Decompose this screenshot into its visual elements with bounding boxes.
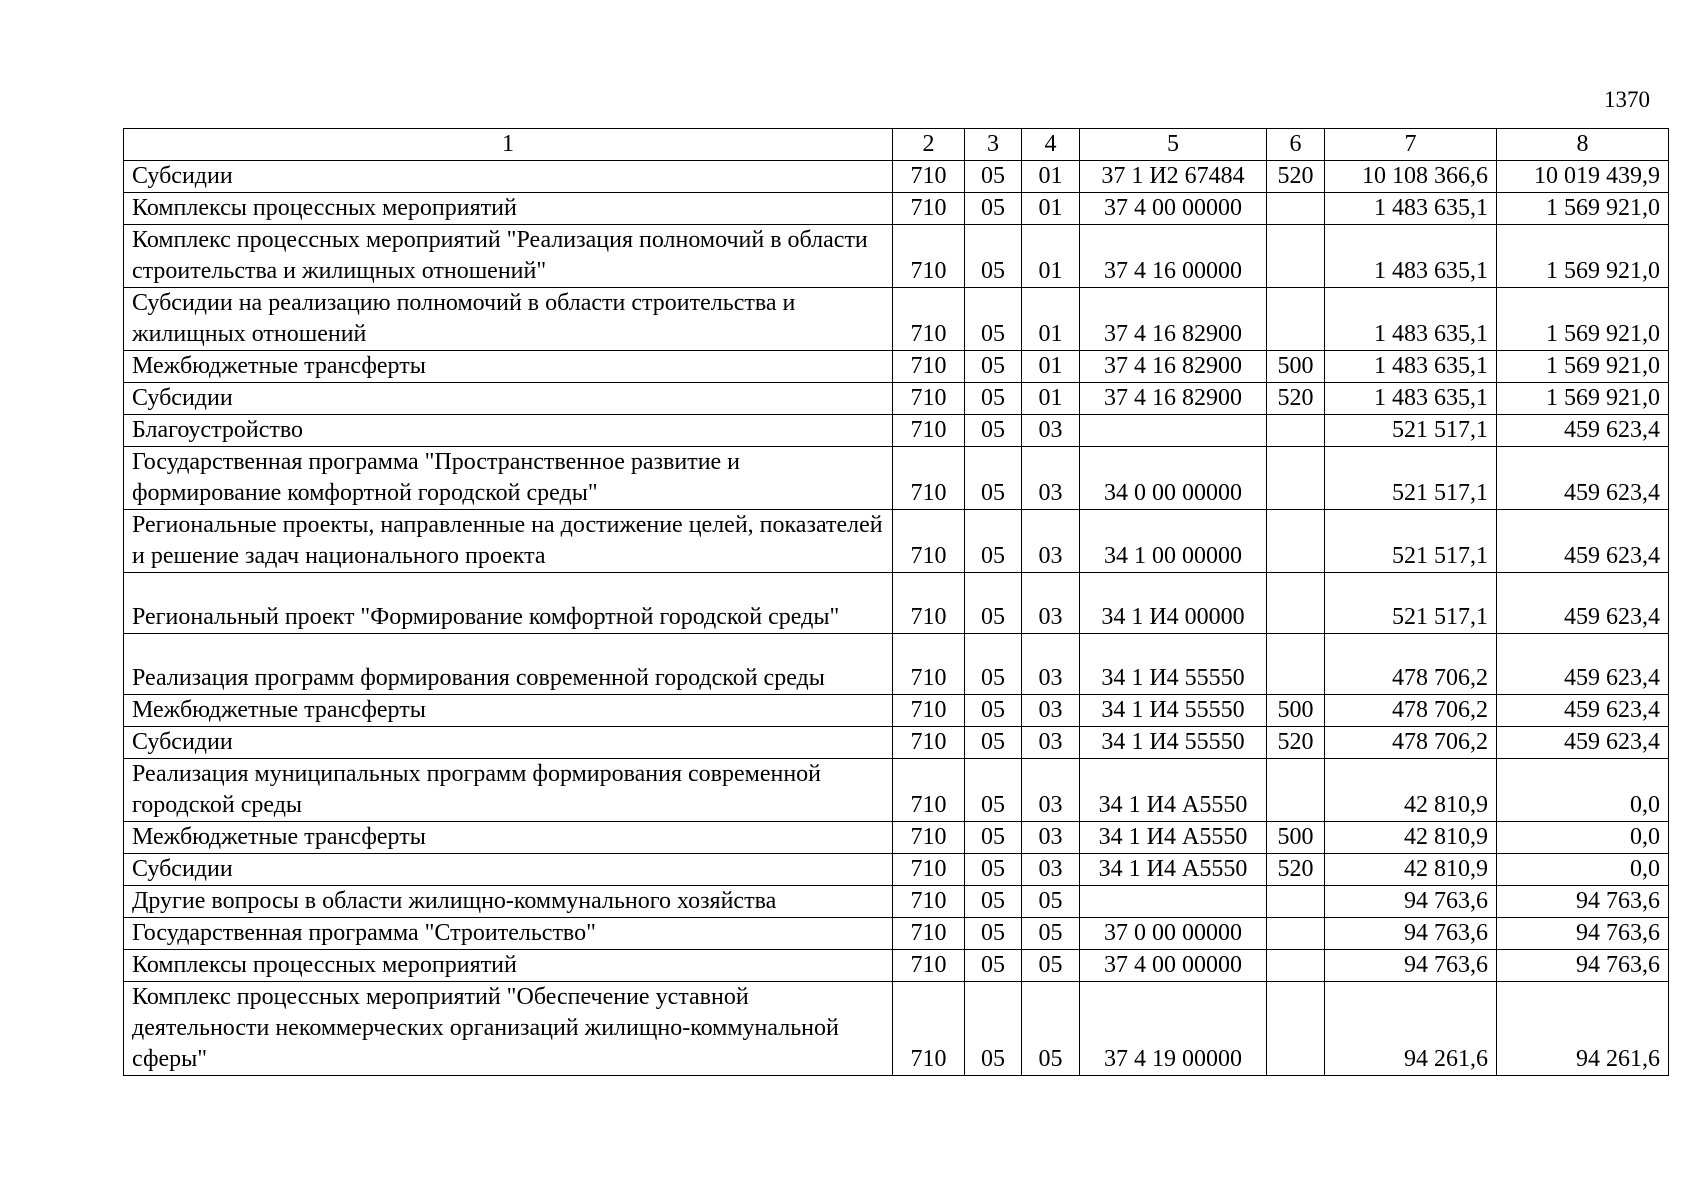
row-name-cell: Государственная программа "Строительство" bbox=[124, 918, 893, 950]
row-name-cell: Субсидии bbox=[124, 854, 893, 886]
row-amount-8-cell: 459 623,4 bbox=[1497, 634, 1669, 695]
row-target-article-cell: 37 4 19 00000 bbox=[1080, 982, 1267, 1076]
row-section-cell: 05 bbox=[965, 886, 1022, 918]
table-row bbox=[124, 193, 1669, 225]
row-ministry-cell: 710 bbox=[893, 918, 965, 950]
row-expense-type-cell bbox=[1267, 288, 1325, 351]
row-section-cell: 05 bbox=[965, 193, 1022, 225]
row-target-article-cell: 37 4 16 82900 bbox=[1080, 351, 1267, 383]
row-expense-type-cell: 520 bbox=[1267, 383, 1325, 415]
row-amount-8-cell: 1 569 921,0 bbox=[1497, 193, 1669, 225]
row-amount-8-cell: 459 623,4 bbox=[1497, 510, 1669, 573]
row-ministry-cell: 710 bbox=[893, 727, 965, 759]
row-subsection-cell: 05 bbox=[1022, 886, 1080, 918]
row-name-cell: Государственная программа "Пространственное развитие и формирование комфортной городской среды" bbox=[124, 447, 893, 510]
row-name-cell: Комплексы процессных мероприятий bbox=[124, 193, 893, 225]
row-amount-8-cell: 1 569 921,0 bbox=[1497, 383, 1669, 415]
table-row bbox=[124, 415, 1669, 447]
row-amount-7-cell: 94 763,6 bbox=[1325, 950, 1497, 982]
row-expense-type-cell bbox=[1267, 415, 1325, 447]
row-subsection-cell: 01 bbox=[1022, 351, 1080, 383]
table-row bbox=[124, 288, 1669, 351]
row-subsection-cell: 03 bbox=[1022, 415, 1080, 447]
header-cell-8: 8 bbox=[1497, 129, 1669, 161]
table-row bbox=[124, 822, 1669, 854]
table-row bbox=[124, 886, 1669, 918]
row-ministry-cell: 710 bbox=[893, 854, 965, 886]
row-name-cell: Комплекс процессных мероприятий "Реализация полномочий в области строительства и жилищных отношений" bbox=[124, 225, 893, 288]
row-ministry-cell: 710 bbox=[893, 695, 965, 727]
row-expense-type-cell bbox=[1267, 510, 1325, 573]
table-row bbox=[124, 447, 1669, 510]
row-ministry-cell: 710 bbox=[893, 950, 965, 982]
row-amount-8-cell: 459 623,4 bbox=[1497, 695, 1669, 727]
row-ministry-cell: 710 bbox=[893, 383, 965, 415]
row-name-cell: Другие вопросы в области жилищно-коммунального хозяйства bbox=[124, 886, 893, 918]
row-ministry-cell: 710 bbox=[893, 161, 965, 193]
table-row bbox=[124, 918, 1669, 950]
row-amount-7-cell: 1 483 635,1 bbox=[1325, 193, 1497, 225]
row-ministry-cell: 710 bbox=[893, 193, 965, 225]
row-expense-type-cell bbox=[1267, 573, 1325, 634]
header-cell-3: 3 bbox=[965, 129, 1022, 161]
row-amount-8-cell: 459 623,4 bbox=[1497, 573, 1669, 634]
table-row bbox=[124, 351, 1669, 383]
row-section-cell: 05 bbox=[965, 727, 1022, 759]
row-section-cell: 05 bbox=[965, 383, 1022, 415]
table-row bbox=[124, 695, 1669, 727]
row-amount-7-cell: 1 483 635,1 bbox=[1325, 351, 1497, 383]
table-row bbox=[124, 950, 1669, 982]
row-amount-8-cell: 459 623,4 bbox=[1497, 727, 1669, 759]
row-section-cell: 05 bbox=[965, 695, 1022, 727]
row-name-cell: Реализация муниципальных программ формирования современной городской среды bbox=[124, 759, 893, 822]
row-subsection-cell: 03 bbox=[1022, 695, 1080, 727]
row-amount-8-cell: 1 569 921,0 bbox=[1497, 351, 1669, 383]
row-subsection-cell: 05 bbox=[1022, 918, 1080, 950]
row-name-cell: Реализация программ формирования современной городской среды bbox=[124, 634, 893, 695]
row-name-cell: Межбюджетные трансферты bbox=[124, 695, 893, 727]
header-cell-7: 7 bbox=[1325, 129, 1497, 161]
row-ministry-cell: 710 bbox=[893, 759, 965, 822]
row-target-article-cell: 34 1 00 00000 bbox=[1080, 510, 1267, 573]
row-expense-type-cell bbox=[1267, 634, 1325, 695]
row-ministry-cell: 710 bbox=[893, 288, 965, 351]
budget-table bbox=[123, 128, 1669, 1076]
row-target-article-cell: 37 4 16 00000 bbox=[1080, 225, 1267, 288]
row-section-cell: 05 bbox=[965, 759, 1022, 822]
row-expense-type-cell bbox=[1267, 193, 1325, 225]
row-section-cell: 05 bbox=[965, 351, 1022, 383]
row-amount-7-cell: 1 483 635,1 bbox=[1325, 383, 1497, 415]
row-name-cell: Субсидии на реализацию полномочий в области строительства и жилищных отношений bbox=[124, 288, 893, 351]
row-section-cell: 05 bbox=[965, 510, 1022, 573]
row-section-cell: 05 bbox=[965, 447, 1022, 510]
row-amount-7-cell: 94 763,6 bbox=[1325, 886, 1497, 918]
row-ministry-cell: 710 bbox=[893, 822, 965, 854]
row-amount-8-cell: 94 261,6 bbox=[1497, 982, 1669, 1076]
row-amount-7-cell: 94 261,6 bbox=[1325, 982, 1497, 1076]
row-amount-8-cell: 94 763,6 bbox=[1497, 950, 1669, 982]
row-subsection-cell: 01 bbox=[1022, 225, 1080, 288]
row-expense-type-cell: 500 bbox=[1267, 822, 1325, 854]
row-subsection-cell: 03 bbox=[1022, 822, 1080, 854]
table-row bbox=[124, 225, 1669, 288]
row-name-cell: Комплекс процессных мероприятий "Обеспечение уставной деятельности некоммерческих организаций жилищно-коммунальной сферы" bbox=[124, 982, 893, 1076]
row-section-cell: 05 bbox=[965, 918, 1022, 950]
row-ministry-cell: 710 bbox=[893, 510, 965, 573]
row-expense-type-cell: 520 bbox=[1267, 854, 1325, 886]
row-name-cell: Межбюджетные трансферты bbox=[124, 822, 893, 854]
row-amount-7-cell: 1 483 635,1 bbox=[1325, 288, 1497, 351]
row-section-cell: 05 bbox=[965, 225, 1022, 288]
header-cell-1: 1 bbox=[124, 129, 893, 161]
row-subsection-cell: 03 bbox=[1022, 573, 1080, 634]
row-target-article-cell: 34 1 И4 55550 bbox=[1080, 634, 1267, 695]
row-target-article-cell: 34 1 И4 А5550 bbox=[1080, 854, 1267, 886]
table-row bbox=[124, 634, 1669, 695]
row-section-cell: 05 bbox=[965, 982, 1022, 1076]
row-ministry-cell: 710 bbox=[893, 447, 965, 510]
row-expense-type-cell: 520 bbox=[1267, 161, 1325, 193]
row-amount-7-cell: 10 108 366,6 bbox=[1325, 161, 1497, 193]
row-ministry-cell: 710 bbox=[893, 415, 965, 447]
row-subsection-cell: 03 bbox=[1022, 759, 1080, 822]
row-name-cell: Региональные проекты, направленные на достижение целей, показателей и решение задач национального проекта bbox=[124, 510, 893, 573]
row-amount-7-cell: 42 810,9 bbox=[1325, 759, 1497, 822]
row-subsection-cell: 05 bbox=[1022, 950, 1080, 982]
row-ministry-cell: 710 bbox=[893, 225, 965, 288]
row-target-article-cell: 34 1 И4 А5550 bbox=[1080, 822, 1267, 854]
row-amount-7-cell: 42 810,9 bbox=[1325, 822, 1497, 854]
row-amount-7-cell: 478 706,2 bbox=[1325, 634, 1497, 695]
row-name-cell: Благоустройство bbox=[124, 415, 893, 447]
row-subsection-cell: 03 bbox=[1022, 634, 1080, 695]
row-section-cell: 05 bbox=[965, 822, 1022, 854]
row-amount-7-cell: 1 483 635,1 bbox=[1325, 225, 1497, 288]
row-amount-8-cell: 1 569 921,0 bbox=[1497, 225, 1669, 288]
row-target-article-cell: 34 0 00 00000 bbox=[1080, 447, 1267, 510]
table-body bbox=[124, 129, 1669, 1076]
table-row bbox=[124, 759, 1669, 822]
row-subsection-cell: 03 bbox=[1022, 727, 1080, 759]
row-expense-type-cell: 500 bbox=[1267, 695, 1325, 727]
row-target-article-cell: 34 1 И4 55550 bbox=[1080, 695, 1267, 727]
row-amount-8-cell: 94 763,6 bbox=[1497, 918, 1669, 950]
row-target-article-cell: 34 1 И4 А5550 bbox=[1080, 759, 1267, 822]
row-expense-type-cell bbox=[1267, 886, 1325, 918]
row-target-article-cell: 34 1 И4 00000 bbox=[1080, 573, 1267, 634]
row-amount-7-cell: 478 706,2 bbox=[1325, 695, 1497, 727]
row-name-cell: Региональный проект "Формирование комфортной городской среды" bbox=[124, 573, 893, 634]
row-section-cell: 05 bbox=[965, 415, 1022, 447]
row-name-cell: Комплексы процессных мероприятий bbox=[124, 950, 893, 982]
row-amount-8-cell: 459 623,4 bbox=[1497, 447, 1669, 510]
row-subsection-cell: 01 bbox=[1022, 288, 1080, 351]
header-cell-2: 2 bbox=[893, 129, 965, 161]
header-cell-6: 6 bbox=[1267, 129, 1325, 161]
row-subsection-cell: 01 bbox=[1022, 193, 1080, 225]
row-amount-7-cell: 478 706,2 bbox=[1325, 727, 1497, 759]
row-expense-type-cell: 500 bbox=[1267, 351, 1325, 383]
table-row bbox=[124, 383, 1669, 415]
row-amount-8-cell: 0,0 bbox=[1497, 759, 1669, 822]
row-ministry-cell: 710 bbox=[893, 982, 965, 1076]
row-name-cell: Субсидии bbox=[124, 161, 893, 193]
row-expense-type-cell bbox=[1267, 950, 1325, 982]
row-section-cell: 05 bbox=[965, 854, 1022, 886]
table-row bbox=[124, 854, 1669, 886]
row-expense-type-cell bbox=[1267, 918, 1325, 950]
row-subsection-cell: 05 bbox=[1022, 982, 1080, 1076]
row-expense-type-cell bbox=[1267, 225, 1325, 288]
row-ministry-cell: 710 bbox=[893, 351, 965, 383]
row-target-article-cell: 37 4 16 82900 bbox=[1080, 383, 1267, 415]
row-amount-7-cell: 521 517,1 bbox=[1325, 573, 1497, 634]
row-target-article-cell: 34 1 И4 55550 bbox=[1080, 727, 1267, 759]
table-row bbox=[124, 727, 1669, 759]
row-target-article-cell: 37 0 00 00000 bbox=[1080, 918, 1267, 950]
table-row bbox=[124, 982, 1669, 1076]
row-name-cell: Субсидии bbox=[124, 727, 893, 759]
row-amount-7-cell: 94 763,6 bbox=[1325, 918, 1497, 950]
table-header-row bbox=[124, 129, 1669, 161]
row-section-cell: 05 bbox=[965, 288, 1022, 351]
row-amount-8-cell: 0,0 bbox=[1497, 822, 1669, 854]
table-row bbox=[124, 510, 1669, 573]
row-subsection-cell: 01 bbox=[1022, 383, 1080, 415]
header-cell-5: 5 bbox=[1080, 129, 1267, 161]
row-amount-8-cell: 10 019 439,9 bbox=[1497, 161, 1669, 193]
row-section-cell: 05 bbox=[965, 573, 1022, 634]
row-subsection-cell: 03 bbox=[1022, 510, 1080, 573]
row-expense-type-cell bbox=[1267, 982, 1325, 1076]
header-cell-4: 4 bbox=[1022, 129, 1080, 161]
row-amount-7-cell: 42 810,9 bbox=[1325, 854, 1497, 886]
page-number: 1370 bbox=[1604, 87, 1650, 112]
row-subsection-cell: 03 bbox=[1022, 447, 1080, 510]
row-ministry-cell: 710 bbox=[893, 573, 965, 634]
row-target-article-cell bbox=[1080, 886, 1267, 918]
row-section-cell: 05 bbox=[965, 161, 1022, 193]
row-target-article-cell: 37 4 00 00000 bbox=[1080, 193, 1267, 225]
row-name-cell: Субсидии bbox=[124, 383, 893, 415]
row-section-cell: 05 bbox=[965, 634, 1022, 695]
row-amount-7-cell: 521 517,1 bbox=[1325, 415, 1497, 447]
row-ministry-cell: 710 bbox=[893, 634, 965, 695]
row-target-article-cell bbox=[1080, 415, 1267, 447]
row-ministry-cell: 710 bbox=[893, 886, 965, 918]
row-expense-type-cell bbox=[1267, 759, 1325, 822]
row-subsection-cell: 01 bbox=[1022, 161, 1080, 193]
row-section-cell: 05 bbox=[965, 950, 1022, 982]
row-amount-7-cell: 521 517,1 bbox=[1325, 510, 1497, 573]
row-expense-type-cell bbox=[1267, 447, 1325, 510]
row-expense-type-cell: 520 bbox=[1267, 727, 1325, 759]
row-target-article-cell: 37 1 И2 67484 bbox=[1080, 161, 1267, 193]
row-amount-7-cell: 521 517,1 bbox=[1325, 447, 1497, 510]
row-target-article-cell: 37 4 00 00000 bbox=[1080, 950, 1267, 982]
table-row bbox=[124, 161, 1669, 193]
row-amount-8-cell: 0,0 bbox=[1497, 854, 1669, 886]
row-subsection-cell: 03 bbox=[1022, 854, 1080, 886]
row-target-article-cell: 37 4 16 82900 bbox=[1080, 288, 1267, 351]
row-amount-8-cell: 459 623,4 bbox=[1497, 415, 1669, 447]
row-amount-8-cell: 94 763,6 bbox=[1497, 886, 1669, 918]
table-row bbox=[124, 573, 1669, 634]
row-amount-8-cell: 1 569 921,0 bbox=[1497, 288, 1669, 351]
row-name-cell: Межбюджетные трансферты bbox=[124, 351, 893, 383]
